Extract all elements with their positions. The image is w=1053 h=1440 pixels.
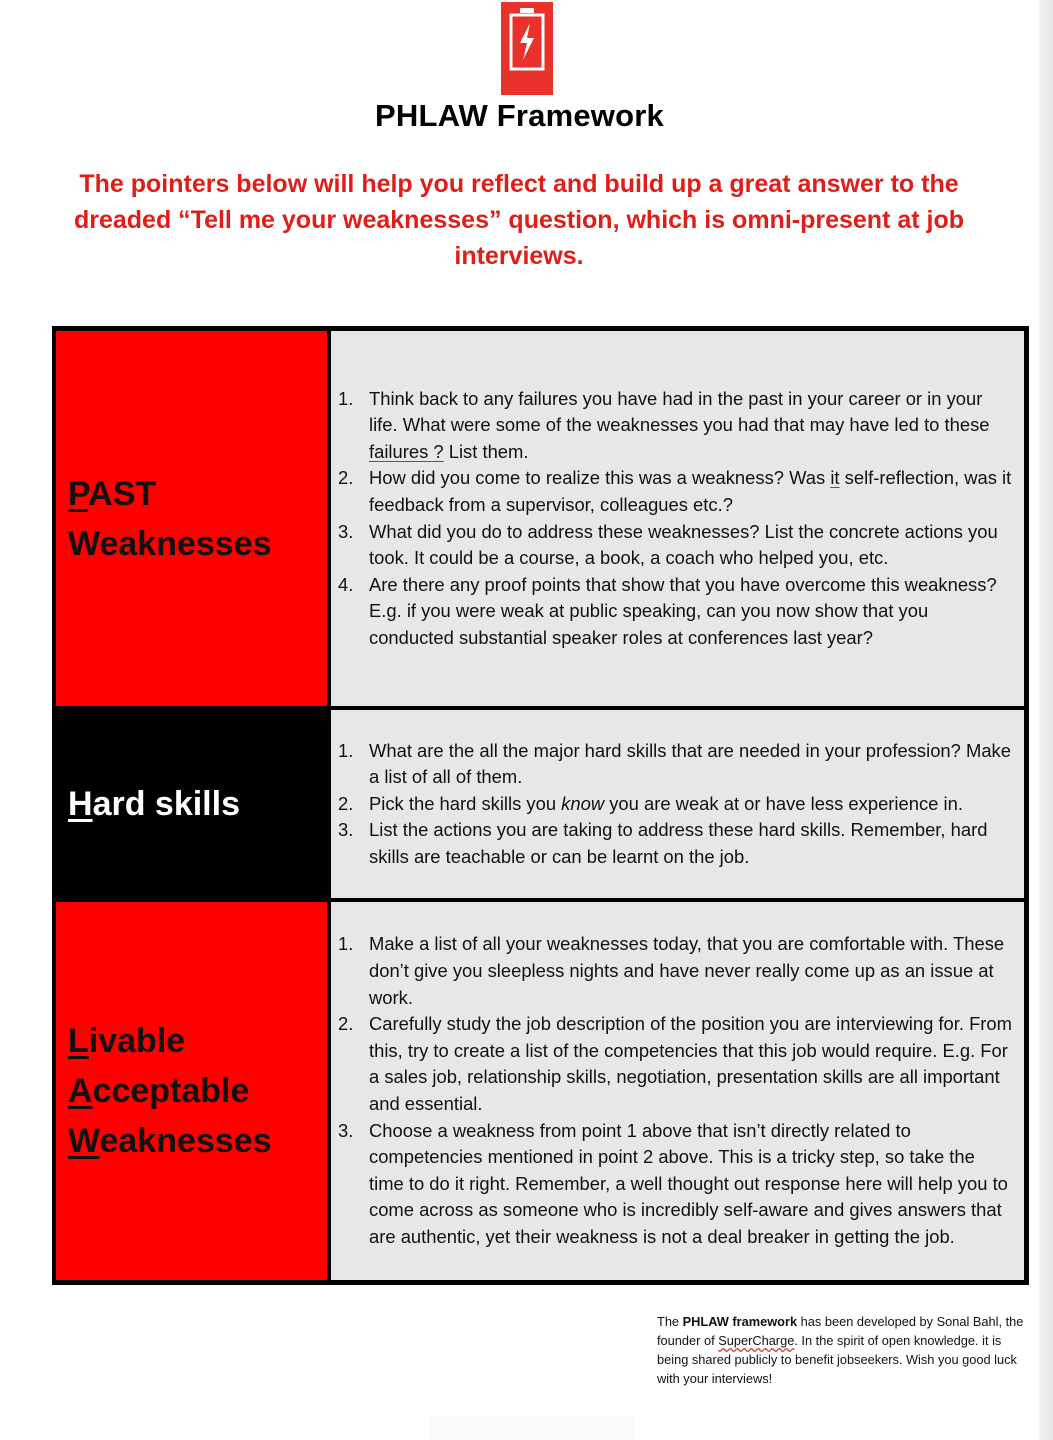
label-line: Weaknesses	[68, 1122, 272, 1160]
list-item: 1. Make a list of all your weaknesses today, that you are comfortable with. These don’t give you sleepless nights and have never really come up as an issue at work.	[338, 933, 1005, 1008]
section-body-hard-skills	[331, 710, 1024, 898]
list-item: 2. Pick the hard skills you know you are weak at or have less experience in.	[338, 792, 963, 814]
list-item: 3. What did you do to address these weaknesses? List the concrete actions you took. It could be a course, a book, a coach who helped you, etc.	[338, 520, 998, 569]
page-edge-shadow	[1039, 0, 1053, 1440]
section-body-past	[331, 331, 1024, 706]
framework-table	[52, 326, 1029, 1285]
numbered-list	[331, 931, 1024, 1250]
label-line: Hard skills	[68, 785, 240, 823]
section-label-hard-skills	[56, 710, 327, 898]
list-item: 3. List the actions you are taking to address these hard skills. Remember, hard skills are teachable or can be learnt on the job.	[338, 819, 988, 867]
list-item: 1. Think back to any failures you have had in the past in your career or in your life. What were some of the weaknesses you had that may have led to these failures ? List them.	[338, 387, 990, 462]
section-body-livable	[331, 902, 1024, 1280]
list-item: 3. Choose a weakness from point 1 above that isn’t directly related to competencies mentioned in point 2 above. This is a tricky step, so take the time to do it right. Remember, a well thought out response here will help you to come across as someone who is incredibly self-aware and gives answers that are authentic, yet their weakness is not a deal breaker in getting the job.	[338, 1119, 1008, 1247]
underlined-word: it	[830, 467, 840, 489]
intro-text: The pointers below will help you reflect and build up a great answer to the dreaded “Tell me your weaknesses” question, which is omni-present at job interviews.	[73, 170, 965, 270]
label-line: Weaknesses	[68, 524, 272, 563]
brand-name: PHLAW framework	[682, 1314, 798, 1329]
section-label-past	[56, 331, 327, 706]
page-title: PHLAW Framework	[375, 98, 664, 133]
label-line: PAST	[68, 474, 157, 513]
list-item: 2. Carefully study the job description of the position you are interviewing for. From this, try to create a list of the competencies that this job would require. E.g. For a sales job, relationship skills, negotiation, presentation skills are all important and essential.	[338, 1013, 1012, 1114]
list-item: 4. Are there any proof points that show that you have overcome this weakness? E.g. if you were weak at public speaking, can you now show that you conducted substantial speaker roles at conferences last year?	[338, 573, 997, 648]
label-line: Acceptable	[68, 1072, 250, 1110]
list-item: 1. What are the all the major hard skills that are needed in your profession? Make a list of all of them.	[338, 739, 1011, 788]
link-failures: failures ?	[369, 440, 444, 462]
label-line: Livable	[68, 1022, 186, 1060]
company-name: SuperCharge	[718, 1333, 795, 1348]
section-label-livable	[56, 902, 327, 1280]
faded-footer-mark	[430, 1416, 635, 1440]
battery-bolt-icon	[501, 2, 553, 95]
footer-note: The PHLAW framework has been developed by Sonal Bahl, the founder of SuperCharge. In the spirit of open knowledge. it is being shared publicly to benefit jobseekers. Wish you good luck with your interviews!	[657, 1314, 1024, 1386]
numbered-list	[331, 386, 1024, 652]
numbered-list	[331, 738, 1024, 871]
list-item: 2. How did you come to realize this was a weakness? Was it self-reflection, was it feedback from a supervisor, colleagues etc.?	[338, 467, 1012, 515]
